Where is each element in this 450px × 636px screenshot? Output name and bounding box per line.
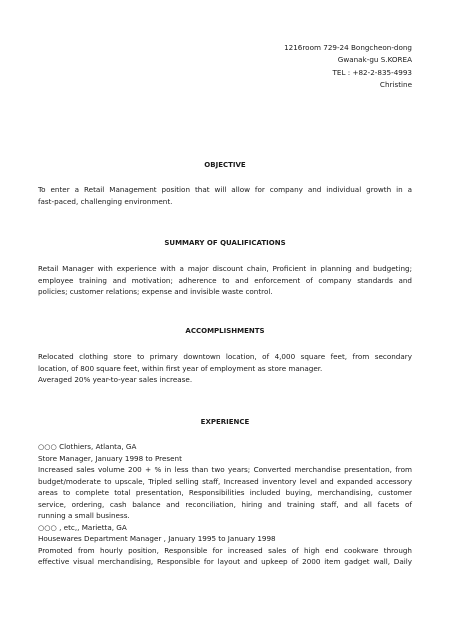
employer-line: ○○○ , etc,, Marietta, GA (38, 522, 127, 532)
objective-text (38, 184, 412, 207)
summary-line: Retail Manager with experience with a major discount chain, Proficient in planning and budgeting; (38, 264, 412, 273)
accomplishments-line: Averaged 20% year-to-year sales increase. (38, 375, 193, 384)
address-block (284, 42, 412, 92)
accomplishments-text (38, 351, 412, 386)
objective-line: To enter a Retail Management position that will allow for company and individual growth in a (38, 185, 412, 194)
summary-heading: SUMMARY OF QUALIFICATIONS (164, 239, 286, 247)
summary-line: employee training and motivation; adherence to and enforcement of company standards and (38, 275, 412, 285)
experience-line: Increased sales volume 200 + % in less than two years; Converted merchandise presentation, from (38, 465, 412, 474)
accomplishments-heading: ACCOMPLISHMENTS (185, 327, 265, 335)
accomplishments-line: Relocated clothing store to primary downtown location, of 4,000 square feet, from secondary (38, 352, 412, 361)
employer-line: ○○○ Clothiers, Atlanta, GA (38, 442, 137, 451)
address-line-1: 1216room 729-24 Bongcheon-dong (284, 43, 412, 52)
phone-line: TEL : +82-2-835-4993 (332, 67, 412, 77)
experience-heading: EXPERIENCE (200, 418, 250, 426)
accomplishments-line: location, of 800 square feet, within first year of employment as store manager. (38, 363, 323, 373)
experience-line: areas to complete total presentation, Responsibilities included buying, merchandising, customer (38, 488, 412, 497)
summary-text (38, 263, 412, 298)
author-name: Christine (379, 80, 412, 90)
experience-line: service, ordering, cash balance and reconciliation, hiring and training staff, and all facets of (38, 499, 412, 509)
experience-line: running a small business. (38, 511, 130, 520)
experience-line: Promoted from hourly position, Responsible for increased sales of high end cookware through (38, 545, 412, 555)
position-line: Housewares Department Manager , January 1995 to January 1998 (38, 534, 276, 543)
objective-line: fast-paced, challenging environment. (38, 196, 173, 206)
objective-heading: OBJECTIVE (204, 161, 246, 169)
summary-line: policies; customer relations; expense and invisible waste control. (38, 287, 273, 296)
experience-text (38, 441, 412, 568)
experience-line: budget/moderate to upscale, Tripled selling staff, Increased inventory level and expanded accessory (38, 476, 412, 486)
experience-line: effective visual merchandising, Responsible for layout and upkeep of 2000 item gadget wall, Daily (38, 557, 412, 566)
position-line: Store Manager, January 1998 to Present (38, 453, 182, 463)
address-line-2: Gwanak-gu S.KOREA (337, 55, 412, 65)
